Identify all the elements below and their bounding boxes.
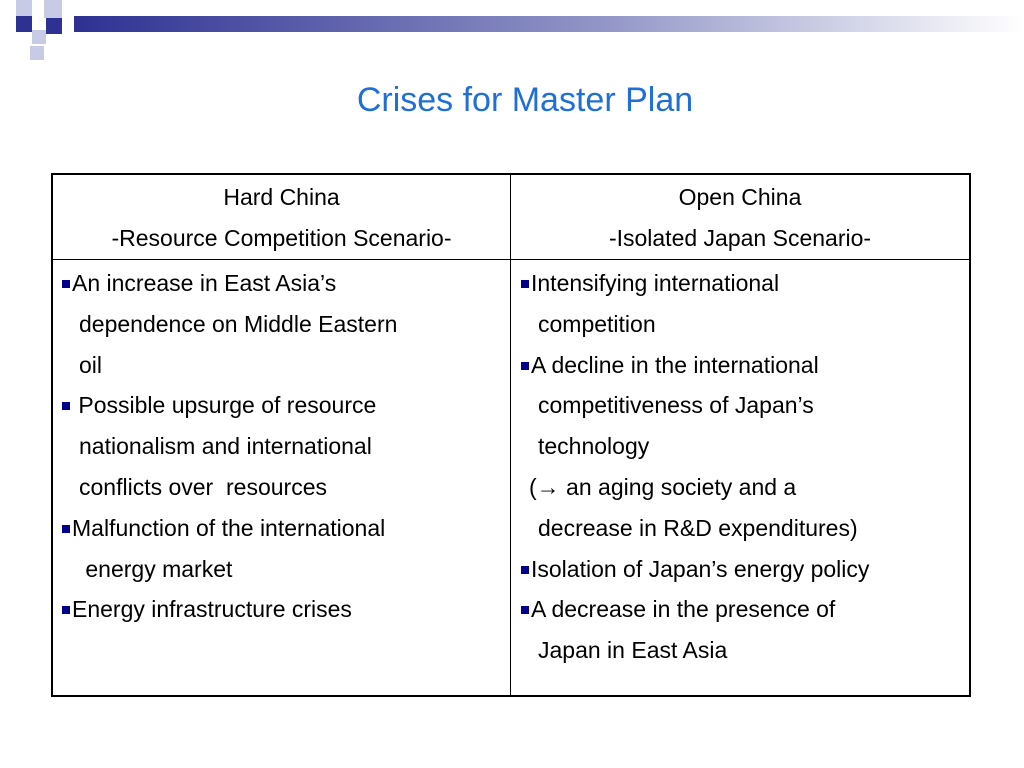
square-bullet-icon [62, 606, 70, 614]
header-open-china-subtitle: -Isolated Japan Scenario- [608, 225, 872, 251]
bullet-line [521, 467, 966, 508]
bullet-line [521, 304, 966, 345]
bullet-line [62, 549, 507, 590]
bullet-text: A decline in the international [531, 351, 819, 378]
square-bullet-icon [62, 525, 70, 533]
header-hard-china-title: Hard China [223, 184, 340, 210]
bullet-text: dependence on Middle Eastern [79, 310, 398, 337]
bullet-text: conflicts over resources [79, 473, 327, 500]
table-row-divider [51, 259, 971, 260]
bullet-text: technology [538, 433, 650, 460]
slide-title: Crises for Master Plan [356, 81, 694, 119]
square-bullet-icon [521, 362, 529, 370]
bullet-line [521, 263, 966, 304]
bullet-line [62, 345, 507, 386]
bullet-text: Intensifying international [531, 270, 780, 296]
bullet-line [521, 508, 966, 549]
bullet-text: competitiveness of Japan’s [538, 392, 814, 419]
bullet-line [521, 589, 966, 630]
open-china-bullet-list [521, 263, 966, 671]
header-open-china-title: Open China [678, 184, 802, 210]
square-bullet-icon [521, 280, 529, 288]
square-bullet-icon [62, 402, 70, 410]
bullet-line [62, 304, 507, 345]
bullet-line [62, 467, 507, 508]
header-open-china [511, 177, 969, 259]
bullet-line [521, 345, 966, 386]
bullet-line [521, 630, 966, 671]
bullet-text: nationalism and international [79, 433, 372, 460]
bullet-line [62, 385, 507, 426]
bullet-text: decrease in R&D expenditures) [538, 514, 858, 541]
bullet-line [62, 508, 507, 549]
decorative-gradient-bar [74, 16, 1024, 32]
bullet-text: competition [538, 310, 656, 337]
bullet-line [521, 549, 966, 590]
hard-china-bullet-list [62, 263, 507, 630]
square-bullet-icon [521, 566, 529, 574]
bullet-line [62, 263, 507, 304]
bullet-text: Malfunction of the international [72, 514, 386, 541]
bullet-text: Energy infrastructure crises [72, 596, 352, 623]
bullet-text: energy market [79, 555, 233, 582]
bullet-text: An increase in East Asia’s [72, 270, 337, 296]
bullet-text: oil [79, 351, 103, 378]
square-bullet-icon [521, 606, 529, 614]
header-hard-china-subtitle: -Resource Competition Scenario- [111, 225, 452, 251]
bullet-text: (→ an aging society and a [529, 473, 797, 500]
bullet-text: Japan in East Asia [538, 637, 728, 664]
bullet-line [521, 385, 966, 426]
bullet-line [62, 589, 507, 630]
bullet-line [521, 426, 966, 467]
square-bullet-icon [62, 280, 70, 288]
bullet-text: Possible upsurge of resource [72, 392, 377, 419]
bullet-text: A decrease in the presence of [531, 596, 836, 623]
bullet-text: Isolation of Japan’s energy policy [531, 555, 870, 582]
header-hard-china [53, 177, 510, 259]
bullet-line [62, 426, 507, 467]
